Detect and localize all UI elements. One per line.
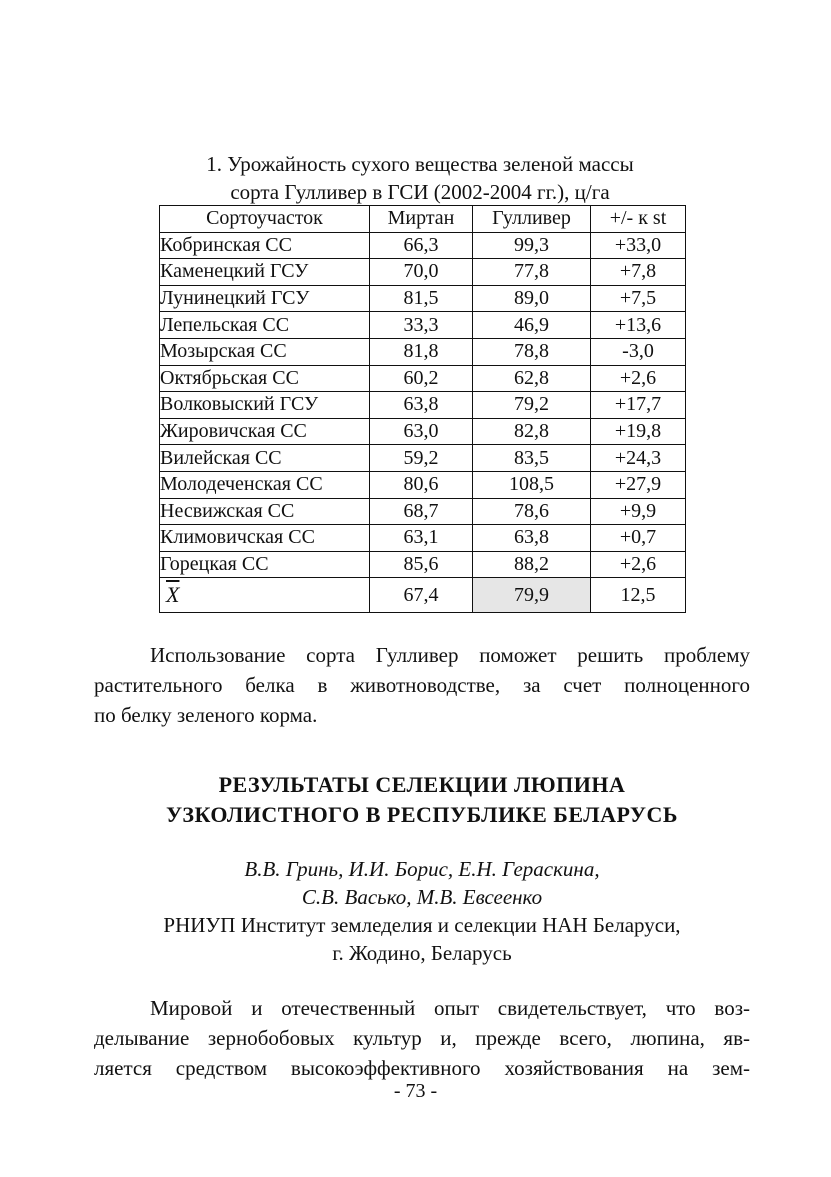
paragraph-line: растительного белка в животноводстве, за счет полноценного [94, 673, 750, 697]
gulliver-cell: 78,6 [473, 498, 591, 525]
table-row [160, 525, 686, 552]
station-cell: Горецкая СС [160, 551, 370, 578]
page-number: - 73 - [393, 1080, 438, 1102]
gulliver-cell: 77,8 [473, 259, 591, 286]
mirtan-cell: 59,2 [370, 445, 473, 472]
difference-cell: +2,6 [591, 551, 686, 578]
heading-line-2: УЗКОЛИСТНОГО В РЕСПУБЛИКЕ БЕЛАРУСЬ [166, 802, 678, 827]
mirtan-cell: 60,2 [370, 365, 473, 392]
station-cell: Мозырская СС [160, 338, 370, 365]
gulliver-cell: 62,8 [473, 365, 591, 392]
mean-mirtan: 67,4 [370, 578, 473, 613]
mirtan-cell: 80,6 [370, 471, 473, 498]
mean-symbol: $\overline{X}$ [166, 581, 180, 607]
table-row [160, 392, 686, 419]
table-row [160, 259, 686, 286]
mean-difference: 12,5 [591, 578, 686, 613]
authors-line-2: С.В. Васько, М.В. Евсеенко [301, 885, 543, 909]
paragraph-gulliver-usage [94, 640, 750, 730]
table-body [160, 232, 686, 578]
gulliver-cell: 46,9 [473, 312, 591, 339]
paragraph-line: делывание зернобобовых культур и, прежде всего, люпина, яв- [94, 1026, 750, 1050]
table-caption-line-2: сорта Гулливер в ГСИ (2002-2004 гг.), ц/га [230, 180, 610, 204]
mirtan-cell: 63,0 [370, 418, 473, 445]
difference-cell: +17,7 [591, 392, 686, 419]
mean-row [160, 578, 686, 613]
city: г. Жодино, Беларусь [332, 941, 512, 965]
station-cell: Лунинецкий ГСУ [160, 285, 370, 312]
gulliver-cell: 78,8 [473, 338, 591, 365]
table-caption [150, 150, 690, 206]
difference-cell: -3,0 [591, 338, 686, 365]
table-row [160, 285, 686, 312]
station-cell: Жировичская СС [160, 418, 370, 445]
mirtan-cell: 68,7 [370, 498, 473, 525]
table-caption-line-1: 1. Урожайность сухого вещества зеленой массы [206, 152, 634, 176]
gulliver-cell: 63,8 [473, 525, 591, 552]
station-cell: Кобринская СС [160, 232, 370, 259]
difference-cell: +27,9 [591, 471, 686, 498]
mean-label [160, 578, 370, 613]
table-row [160, 365, 686, 392]
gulliver-cell: 99,3 [473, 232, 591, 259]
station-cell: Октябрьская СС [160, 365, 370, 392]
gulliver-cell: 82,8 [473, 418, 591, 445]
article-heading [94, 770, 750, 830]
header-gulliver: Гулливер [473, 206, 591, 233]
mirtan-cell: 33,3 [370, 312, 473, 339]
authors-line-1: В.В. Гринь, И.И. Борис, Е.Н. Гераскина, [244, 857, 600, 881]
affiliation: РНИУП Институт земледелия и селекции НАН Беларуси, [163, 913, 681, 937]
difference-cell: +24,3 [591, 445, 686, 472]
gulliver-cell: 89,0 [473, 285, 591, 312]
table-header-row [160, 206, 686, 233]
gulliver-cell: 108,5 [473, 471, 591, 498]
mirtan-cell: 63,1 [370, 525, 473, 552]
mirtan-cell: 85,6 [370, 551, 473, 578]
table-row [160, 338, 686, 365]
mirtan-cell: 63,8 [370, 392, 473, 419]
mirtan-cell: 81,8 [370, 338, 473, 365]
table-row [160, 551, 686, 578]
header-mirtan: Миртан [370, 206, 473, 233]
table-row [160, 498, 686, 525]
station-cell: Каменецкий ГСУ [160, 259, 370, 286]
gulliver-cell: 79,2 [473, 392, 591, 419]
table-row [160, 232, 686, 259]
difference-cell: +7,5 [591, 285, 686, 312]
header-difference: +/- к st [591, 206, 686, 233]
paragraph-intro [94, 993, 750, 1083]
station-cell: Лепельская СС [160, 312, 370, 339]
paragraph-line: ляется средством высокоэффективного хозяйствования на зем- [94, 1056, 750, 1080]
station-cell: Несвижская СС [160, 498, 370, 525]
paragraph-line: по белку зеленого корма. [94, 703, 318, 727]
mean-gulliver: 79,9 [473, 578, 591, 613]
paragraph-line: Мировой и отечественный опыт свидетельствует, что воз- [150, 996, 750, 1020]
difference-cell: +9,9 [591, 498, 686, 525]
difference-cell: +7,8 [591, 259, 686, 286]
difference-cell: +19,8 [591, 418, 686, 445]
table-row [160, 471, 686, 498]
gulliver-cell: 83,5 [473, 445, 591, 472]
gulliver-cell: 88,2 [473, 551, 591, 578]
header-station: Сортоучасток [160, 206, 370, 233]
table-row [160, 312, 686, 339]
mirtan-cell: 70,0 [370, 259, 473, 286]
author-block [94, 855, 750, 967]
table-row [160, 418, 686, 445]
table-row [160, 445, 686, 472]
difference-cell: +0,7 [591, 525, 686, 552]
station-cell: Волковыский ГСУ [160, 392, 370, 419]
difference-cell: +2,6 [591, 365, 686, 392]
mirtan-cell: 81,5 [370, 285, 473, 312]
station-cell: Молодеченская СС [160, 471, 370, 498]
difference-cell: +13,6 [591, 312, 686, 339]
yield-table [159, 205, 686, 613]
paragraph-line: Использование сорта Гулливер поможет решить проблему [150, 643, 750, 667]
station-cell: Вилейская СС [160, 445, 370, 472]
mirtan-cell: 66,3 [370, 232, 473, 259]
difference-cell: +33,0 [591, 232, 686, 259]
station-cell: Климовичская СС [160, 525, 370, 552]
heading-line-1: РЕЗУЛЬТАТЫ СЕЛЕКЦИИ ЛЮПИНА [218, 772, 626, 797]
